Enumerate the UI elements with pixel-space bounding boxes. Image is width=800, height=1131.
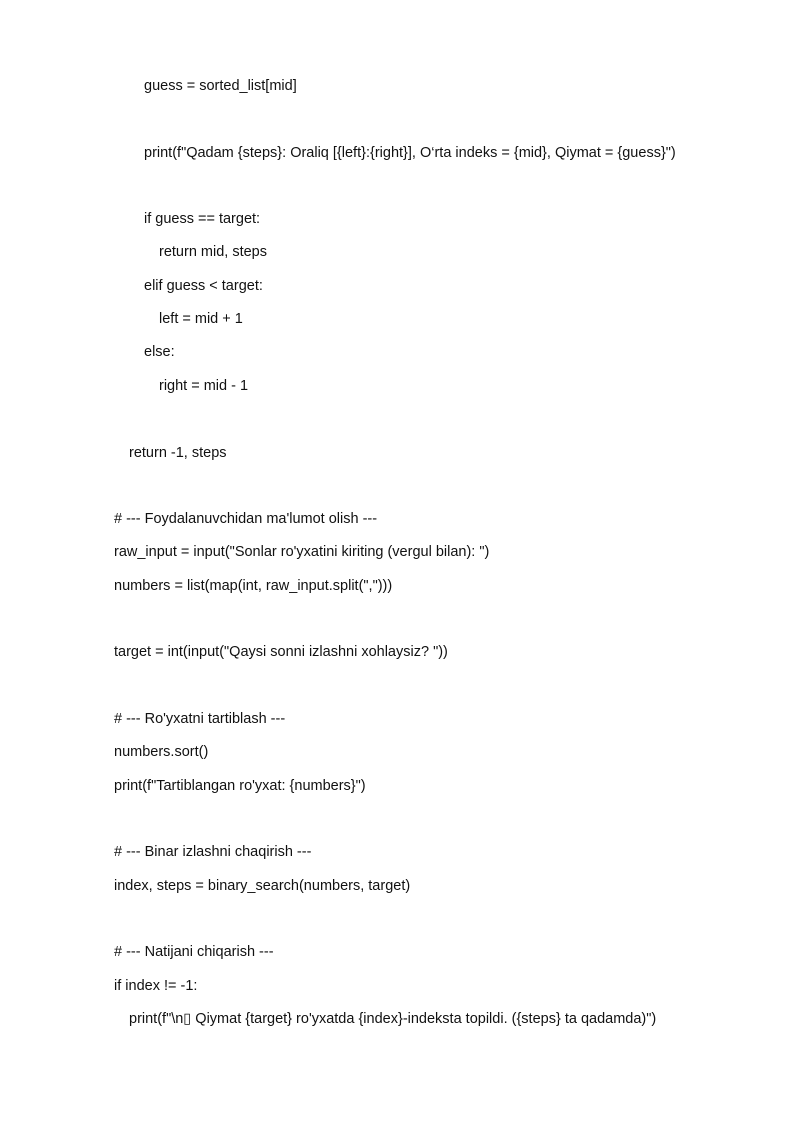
code-line: numbers.sort() bbox=[114, 744, 209, 760]
code-comment: # --- Ro'yxatni tartiblash --- bbox=[114, 711, 286, 727]
code-line: left = mid + 1 bbox=[159, 311, 243, 327]
code-comment: # --- Natijani chiqarish --- bbox=[114, 944, 274, 960]
code-line: elif guess < target: bbox=[144, 278, 263, 294]
code-line: numbers = list(map(int, raw_input.split(","))) bbox=[114, 578, 393, 594]
code-line: right = mid - 1 bbox=[159, 378, 249, 394]
code-line: print(f"\n▯ Qiymat {target} ro'yxatda {index}-indeksta topildi. ({steps} ta qadamda)") bbox=[129, 1011, 657, 1027]
code-line: guess = sorted_list[mid] bbox=[144, 78, 297, 94]
code-line: else: bbox=[144, 344, 175, 360]
code-comment: # --- Foydalanuvchidan ma'lumot olish --- bbox=[114, 511, 378, 527]
code-line: if guess == target: bbox=[144, 211, 261, 227]
code-comment: # --- Binar izlashni chaqirish --- bbox=[114, 844, 312, 860]
code-line: return mid, steps bbox=[159, 244, 267, 260]
code-line: if index != -1: bbox=[114, 978, 198, 994]
code-line: print(f"Qadam {steps}: Oraliq [{left}:{right}], O‘rta indeks = {mid}, Qiymat = {guess}") bbox=[144, 145, 676, 161]
code-line: print(f"Tartiblangan ro'yxat: {numbers}") bbox=[114, 778, 366, 794]
code-line: index, steps = binary_search(numbers, target) bbox=[114, 878, 411, 894]
code-line: return -1, steps bbox=[129, 445, 227, 461]
code-line: target = int(input("Qaysi sonni izlashni xohlaysiz? ")) bbox=[114, 644, 448, 660]
code-line: raw_input = input("Sonlar ro'yxatini kiriting (vergul bilan): ") bbox=[114, 544, 490, 560]
